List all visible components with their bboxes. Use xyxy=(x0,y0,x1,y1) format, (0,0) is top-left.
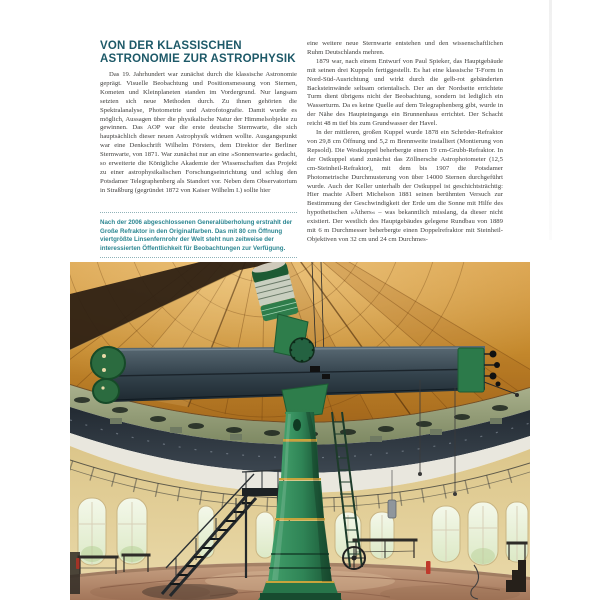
observatory-photo xyxy=(70,262,530,600)
fire-extinguisher xyxy=(76,558,80,569)
right-text-column xyxy=(307,40,503,245)
page-title xyxy=(100,40,320,65)
window xyxy=(468,502,498,565)
window xyxy=(78,498,106,565)
page-edge-shadow xyxy=(549,0,552,240)
dotted-rule-top xyxy=(100,212,297,213)
page-title-line2: ASTRONOMIE ZUR ASTROPHYSIK xyxy=(100,52,296,65)
fire-extinguisher xyxy=(426,561,431,574)
dotted-rule-bottom xyxy=(100,257,297,258)
body-paragraph: 1879 war, nach einem Entwurf von Paul Spieker, das Hauptgebäude mit seinen drei Kuppeln fertiggestellt. Es hat eine klassische T-Form in Nord-Süd-Ausrichtung und wirkt durch die gelb-rot gebänderten Backsteinwände seltsam orientalisch. Der an der Nordseite errichtete Turm dient übrigens nicht der Beobachtung, sondern ist lediglich ein Wasserturm. Da es keine Quelle auf dem Telegraphenberg gibt, wurde in der Nähe des Haupteingangs ein Brunnenhaus errichtet. Der Schacht reicht 48 m tief bis zum Grundwasser der Havel. xyxy=(307,57,503,128)
photo-caption: Nach der 2006 abgeschlossenen Generalüberholung erstrahlt der Große Refraktor in den Originalfarben. Das mit 80 cm Öffnung viertgrößte Linsenfernrohr der Welt steht nun zeitweise der interessierten Öffentlichkeit für Beobachtungen zur Verfügung. xyxy=(100,219,293,253)
window xyxy=(432,506,460,562)
pulley-wheel xyxy=(343,547,365,569)
left-text-column xyxy=(100,71,297,196)
body-paragraph: Das 19. Jahrhundert war zunächst durch die klassische Astronomie geprägt. Visuelle Beobachtung und Positionsmessung von Sternen, Kometen und Kleinplaneten standen im Vordergrund. Nur langsam setzten sich neue Methoden durch. Zu ihnen gehörten die Spektralanalyse, Photometrie und Astrofotografie. Damit wurde es möglich, Aussagen über die physikalische Natur der Himmelsobjekte zu gewinnen. Das AOP war die erste deutsche Sternwarte, die sich hauptsächlich dieser neuen Astrophysik widmen wollte. Ausgangspunkt war eine Denkschrift Wilhelm Försters, dem Direktor der Berliner Sternwarte, von 1871. War zunächst nur an eine »Sonnenwarte« gedacht, so erweiterte die Königliche Akademie der Wissenschaften das Projekt zu einer astrophysikalischen Forschungseinrichtung und schlug den Potsdamer Telegraphenberg als Standort vor. Neben dem Observatorium in Straßburg (gegründet 1872 von Kaiser Wilhelm I.) sollte hier xyxy=(100,71,297,194)
page-title-line1: VON DER KLASSISCHEN xyxy=(100,40,242,52)
body-paragraph: In der mittleren, großen Kuppel wurde 1878 ein Schröder-Refraktor von 29,8 cm Öffnung und 5,2 m Brennweite installiert (Montierung von Repsold). Die Westkuppel beherbergte einen 19 cm-Grubb-Refraktor. In der Ostkuppel stand zunächst das Zöllnersche Astrophotometer (12,5 cm-Steinheil-Refraktor), mit dem bis 1907 die Potsdamer Photometrische Durchmusterung von über 14000 Sternen durchgeführt wurde. Auch der Keller unterhalb der Ostkuppel ist geschichtsträchtig: Hier machte Albert Michelson 1881 seinen berühmten Versuch zur Bestimmung der Geschwindigkeit der Erde um die Sonne mit Hilfe des hypothetischen »Äthers« – was bekanntlich misslang, da dieser nicht existiert. Der westlich des Hauptgebäudes gelegene Rundbau von 1889 mit 6 m Durchmesser beherbergte einen Doppelrefraktor mit Steinheil-Objektiven von 32 cm und 24 cm Durchmes- xyxy=(307,129,503,243)
great-refractor-dome-interior xyxy=(70,262,530,600)
window xyxy=(256,512,274,558)
body-paragraph: eine weitere neue Sternwarte entstehen und den wissenschaftlichen Ruhm Deutschlands mehren. xyxy=(307,40,503,56)
